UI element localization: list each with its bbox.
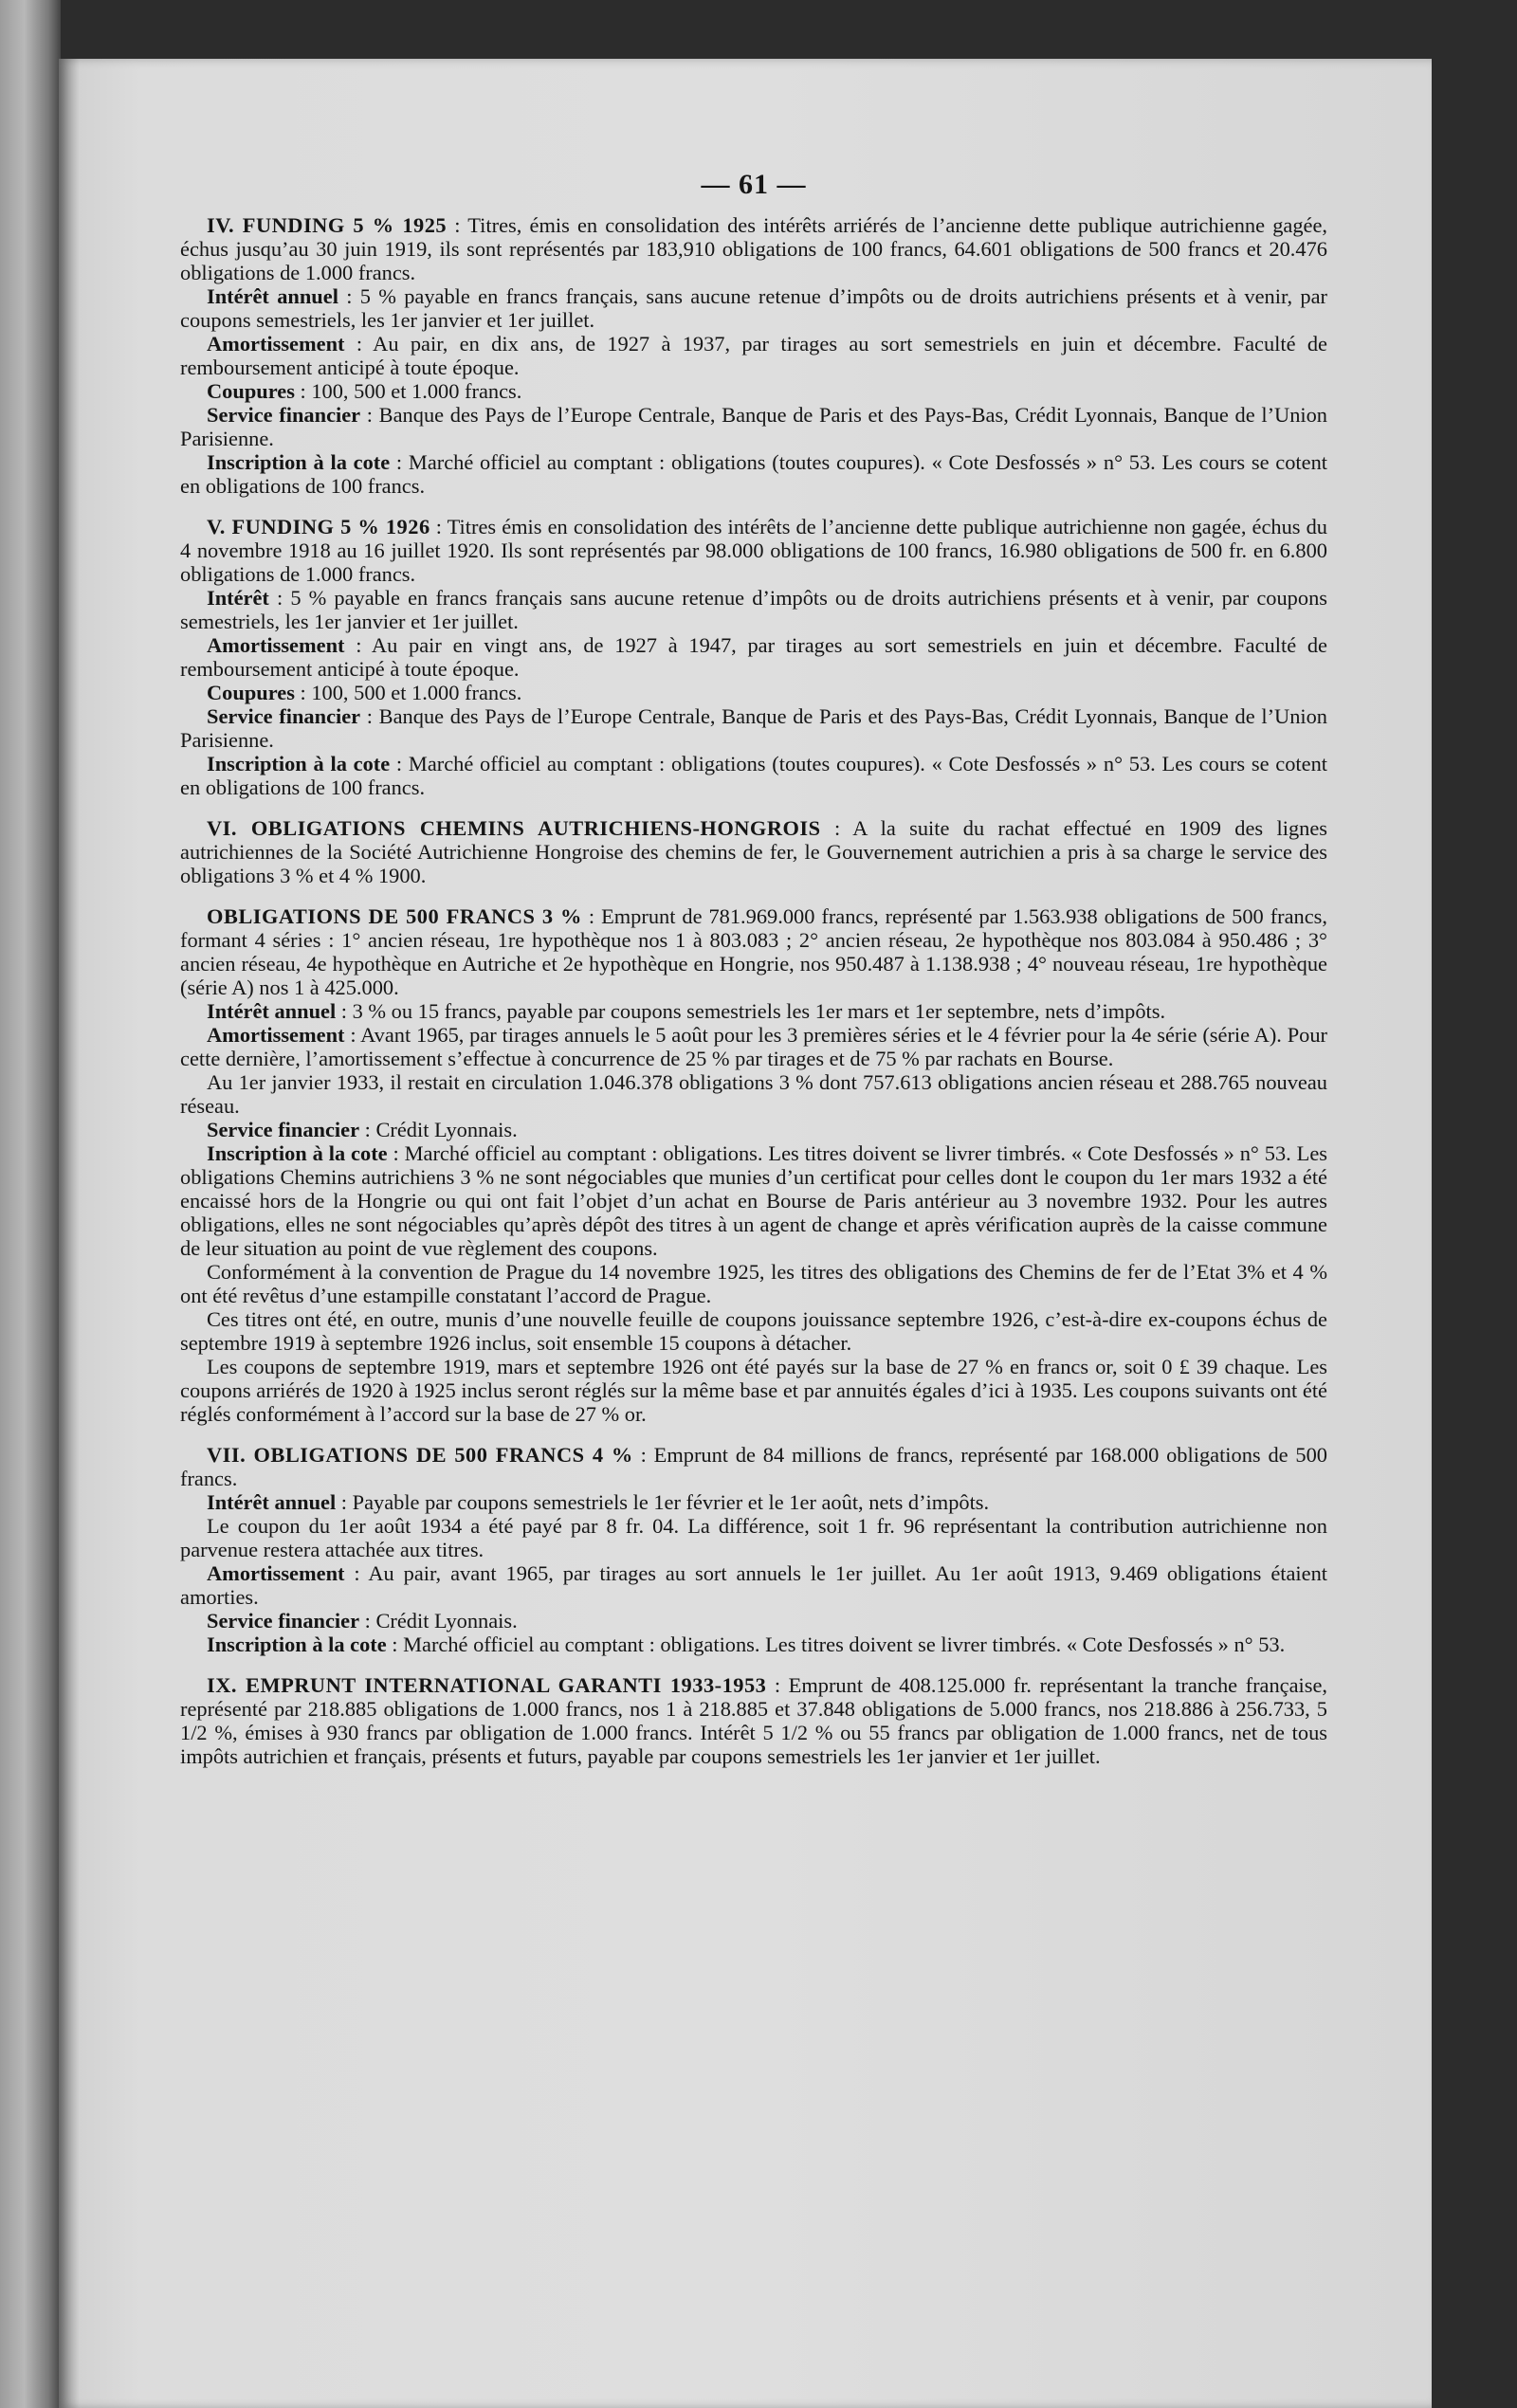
section-item (180, 403, 1327, 450)
section-item (180, 1490, 1327, 1514)
section-heading: IV. FUNDING 5 % 1925 (207, 213, 448, 237)
item-label: Amortissement (207, 633, 345, 657)
section-item (180, 1070, 1327, 1118)
item-text: : Crédit Lyonnais. (359, 1118, 518, 1141)
section-intro-text: : Emprunt de 408.125.000 fr. représentant la tranche française, représenté par 218.885 obligations de 1.000 francs, nos 1 à 218.885 et 37.848 obligations de 5.000 francs, nos 218.886 à 256.733, 5 1/2 %, émises à 930 francs par obligation de 1.000 francs. Intérêt 5 1/2 % ou 55 francs par obligation de 1.000 francs, net de tous impôts autrichien et français, présents et futurs, payable par coupons semestriels les 1er janvier et 1er juillet. (180, 1673, 1328, 1768)
item-label: Inscription à la cote (207, 752, 391, 775)
item-label: Intérêt (207, 586, 269, 610)
section-item (180, 752, 1327, 799)
section-intro-text: : Emprunt de 781.969.000 francs, représenté par 1.563.938 obligations de 500 francs, formant 4 séries : 1° ancien réseau, 1re hypothèque nos 1 à 803.083 ; 2° ancien réseau, 2e hypothèque nos 803.084 à 950.486 ; 3° ancien réseau, 4e hypothèque en Autriche et 2e hypothèque en Hongrie, nos 950.487 à 1.138.938 ; 4° nouveau réseau, 1re hypothèque (série A) nos 1 à 425.000. (180, 904, 1327, 999)
section-heading: IX. EMPRUNT INTERNATIONAL GARANTI 1933-1953 (207, 1673, 767, 1697)
section-item (180, 1141, 1327, 1260)
section-item (180, 704, 1327, 752)
section-heading: VII. OBLIGATIONS DE 500 FRANCS 4 % (207, 1443, 633, 1467)
section-obligations-3pct (180, 904, 1327, 1426)
section-obligations-4pct (180, 1443, 1327, 1656)
item-text: : 100, 500 et 1.000 francs. (294, 379, 522, 403)
section-heading: OBLIGATIONS DE 500 FRANCS 3 % (207, 904, 582, 928)
section-intro (180, 1673, 1327, 1768)
section-chemins-autrichiens (180, 816, 1327, 887)
item-label: Amortissement (207, 1561, 345, 1585)
section-intro (180, 904, 1327, 999)
item-text: : Payable par coupons semestriels le 1er février et le 1er août, nets d’impôts. (336, 1490, 990, 1514)
item-text: Les coupons de septembre 1919, mars et septembre 1926 ont été payés sur la base de 27 % en francs or, soit 0 £ 39 chaque. Les coupons arriérés de 1920 à 1925 inclus seront réglés sur la même base et par annuités égales d’ici à 1935. Les coupons suivants ont été réglés conformément à l’accord sur la base de 27 % or. (180, 1355, 1327, 1426)
item-text: : Banque des Pays de l’Europe Centrale, Banque de Paris et des Pays-Bas, Crédit Lyonnais, Banque de l’Union Parisienne. (180, 403, 1327, 450)
page-number: — 61 — (701, 169, 807, 200)
item-text: Au 1er janvier 1933, il restait en circulation 1.046.378 obligations 3 % dont 757.613 obligations ancien réseau et 288.765 nouveau réseau. (180, 1070, 1327, 1118)
section-intro (180, 515, 1327, 586)
section-heading: VI. OBLIGATIONS CHEMINS AUTRICHIENS-HONGROIS (207, 816, 821, 840)
item-label: Intérêt annuel (207, 284, 338, 308)
section-item (180, 1260, 1327, 1307)
section-item (180, 999, 1327, 1023)
section-item (180, 1514, 1327, 1561)
section-item (180, 681, 1327, 704)
item-label: Service financier (207, 403, 361, 427)
section-intro-text: : Titres émis en consolidation des intérêts de l’ancienne dette publique autrichienne non gagée, échus du 4 novembre 1918 au 16 juillet 1920. Ils sont représentés par 98.000 obligations de 100 francs, 16.980 obligations de 500 fr. en 6.800 obligations de 1.000 francs. (180, 515, 1327, 586)
section-item (180, 332, 1327, 379)
section-item (180, 450, 1327, 498)
item-label: Service financier (207, 1609, 360, 1633)
item-label: Coupures (207, 681, 295, 704)
page-text (180, 169, 1328, 1785)
item-text: : Marché officiel au comptant : obligations. Les titres doivent se livrer timbrés. « Cote Desfossés » n° 53. (386, 1633, 1286, 1656)
section-item (180, 586, 1327, 633)
section-funding-1926 (180, 515, 1327, 799)
item-label: Intérêt annuel (207, 1490, 337, 1514)
section-heading: V. FUNDING 5 % 1926 (207, 515, 430, 538)
page-fold-shadow (59, 59, 80, 2408)
item-label: Coupures (207, 379, 295, 403)
item-label: Amortissement (207, 332, 345, 356)
section-emprunt-international (180, 1673, 1327, 1768)
section-item (180, 1609, 1327, 1633)
item-label: Inscription à la cote (207, 1141, 388, 1165)
item-text: Conformément à la convention de Prague du 14 novembre 1925, les titres des obligations des Chemins de fer de l’Etat 3% et 4 % ont été revêtus d’une estampille constatant l’accord de Prague. (180, 1260, 1327, 1307)
document-page (59, 59, 1432, 2408)
item-text: : Marché officiel au comptant : obligations (toutes coupures). « Cote Desfossés » n° 53. Les cours se cotent en obligations de 100 francs. (180, 450, 1327, 498)
item-text: : Crédit Lyonnais. (359, 1609, 518, 1633)
section-item (180, 1633, 1327, 1656)
section-intro-text: : Emprunt de 84 millions de francs, représenté par 168.000 obligations de 500 francs. (180, 1443, 1327, 1490)
section-item (180, 633, 1327, 681)
item-text: : Banque des Pays de l’Europe Centrale, Banque de Paris et des Pays-Bas, Crédit Lyonnais, Banque de l’Union Parisienne. (180, 704, 1327, 752)
section-item (180, 284, 1327, 332)
section-item (180, 1355, 1327, 1426)
item-text: : 5 % payable en francs français sans aucune retenue d’impôts ou de droits autrichiens présents et à venir, par coupons semestriels, les 1er janvier et 1er juillet. (180, 586, 1327, 633)
item-text: : 5 % payable en francs français, sans aucune retenue d’impôts ou de droits autrichiens présents et à venir, par coupons semestriels, les 1er janvier et 1er juillet. (180, 284, 1328, 332)
section-intro-text: : Titres, émis en consolidation des intérêts arriérés de l’ancienne dette publique autrichienne gagée, échus jusqu’au 30 juin 1919, ils sont représentés par 183,910 obligations de 100 francs, 64.601 obligations de 500 francs et 20.476 obligations de 1.000 francs. (180, 213, 1327, 284)
section-item (180, 1023, 1327, 1070)
section-intro (180, 213, 1327, 284)
item-label: Inscription à la cote (207, 1633, 387, 1656)
item-text: : 100, 500 et 1.000 francs. (294, 681, 522, 704)
section-intro (180, 1443, 1327, 1490)
item-label: Service financier (207, 704, 361, 728)
item-text: : Marché officiel au comptant : obligations (toutes coupures). « Cote Desfossés » n° 53. Les cours se cotent en obligations de 100 francs. (180, 752, 1327, 799)
item-label: Service financier (207, 1118, 360, 1141)
book-spine-edge (0, 0, 61, 2408)
item-text: Le coupon du 1er août 1934 a été payé par 8 fr. 04. La différence, soit 1 fr. 96 représentant la contribution autrichienne non parvenue restera attachée aux titres. (180, 1514, 1327, 1561)
section-item (180, 1307, 1327, 1355)
item-text: : Au pair en vingt ans, de 1927 à 1947, par tirages au sort semestriels en juin et décembre. Faculté de remboursement anticipé à toute époque. (180, 633, 1327, 681)
item-text: : Au pair, en dix ans, de 1927 à 1937, par tirages au sort semestriels en juin et décembre. Faculté de remboursement anticipé à toute époque. (180, 332, 1327, 379)
section-item (180, 1118, 1327, 1141)
item-text: : Marché officiel au comptant : obligations. Les titres doivent se livrer timbrés. « Cote Desfossés » n° 53. Les obligations Chemins autrichiens 3 % ne sont négociables que munies d’un certificat pour celles dont le coupon du 1er mars 1932 a été encaissé hors de la Hongrie ou qui ont fait l’objet d’un achat en Bourse de Paris antérieur au 3 novembre 1932. Pour les autres obligations, elles ne sont négociables qu’après dépôt des titres à un agent de change et après vérification auprès de la caisse commune de leur situation au point de vue règlement des coupons. (180, 1141, 1328, 1260)
section-funding-1925 (180, 213, 1327, 498)
section-intro (180, 816, 1327, 887)
item-text: : Avant 1965, par tirages annuels le 5 août pour les 3 premières séries et le 4 février pour la 4e série (série A). Pour cette dernière, l’amortissement s’effectue à concurrence de 25 % par tirages et de 75 % par rachats en Bourse. (180, 1023, 1327, 1070)
item-label: Amortissement (207, 1023, 345, 1047)
section-item (180, 1561, 1327, 1609)
item-label: Inscription à la cote (207, 450, 391, 474)
section-intro-text: : A la suite du rachat effectué en 1909 des lignes autrichiennes de la Société Autrichienne Hongroise des chemins de fer, le Gouvernement autrichien a pris à sa charge le service des obligations 3 % et 4 % 1900. (180, 816, 1327, 887)
section-item (180, 379, 1327, 403)
item-text: Ces titres ont été, en outre, munis d’une nouvelle feuille de coupons jouissance septembre 1926, c’est-à-dire ex-coupons échus de septembre 1919 à septembre 1926 inclus, soit ensemble 15 coupons à détacher. (180, 1307, 1327, 1355)
item-text: : Au pair, avant 1965, par tirages au sort annuels le 1er juillet. Au 1er août 1913, 9.469 obligations étaient amorties. (180, 1561, 1327, 1609)
item-text: : 3 % ou 15 francs, payable par coupons semestriels les 1er mars et 1er septembre, nets d’impôts. (336, 999, 1166, 1023)
item-label: Intérêt annuel (207, 999, 337, 1023)
